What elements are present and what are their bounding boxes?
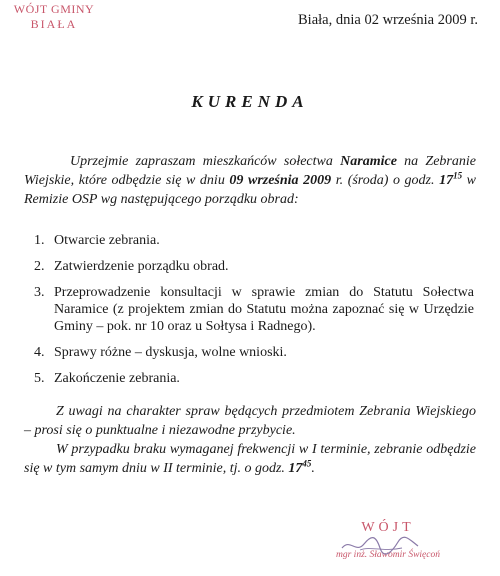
intro-text-4: w Remizie OSP wg następującego porządku obrad:	[24, 173, 476, 207]
second-term-minutes: 45	[302, 458, 312, 469]
intro-text-3: r. (środa) o godz.	[331, 173, 440, 188]
handwritten-signature	[340, 534, 420, 556]
intro-paragraph	[24, 152, 476, 209]
signature-title: WÓJT	[361, 520, 415, 535]
agenda-item-number: 3.	[34, 285, 45, 300]
agenda-item	[34, 344, 474, 361]
agenda-item-text: Otwarcie zebrania.	[54, 233, 160, 248]
intro-text-1: Uprzejmie zapraszam mieszkańców sołectwa	[70, 154, 341, 169]
document-date: Biała, dnia 02 września 2009 r.	[298, 12, 478, 28]
agenda-item	[34, 258, 474, 275]
meeting-date: 09 września 2009	[229, 173, 332, 188]
agenda-item-number: 4.	[34, 345, 45, 360]
agenda-item-text: Przeprowadzenie konsultacji w sprawie zmian do Statutu Sołectwa Naramice (z projektem zmian do Statutu można zapoznać się w Urzędzie Gminy – pok. nr 10 oraz u Sołtysa i Radnego).	[54, 285, 474, 334]
document-title: KURENDA	[191, 92, 309, 111]
agenda-item-text: Zakończenie zebrania.	[54, 371, 180, 386]
office-stamp	[4, 2, 104, 32]
agenda-item	[34, 284, 474, 335]
punctuality-note: Z uwagi na charakter spraw będących przedmiotem Zebrania Wiejskiego – prosi się o punktualne i niezawodne przybycie.	[24, 404, 476, 438]
meeting-hour: $17^{15}$	[439, 170, 463, 188]
quorum-note-text: W przypadku braku wymaganej frekwencji w I terminie, zebranie odbędzie się w tym samym dniu w II terminie, tj. o godz.	[24, 442, 476, 476]
village-name: Naramice	[340, 154, 397, 169]
quorum-note: W przypadku braku wymaganej frekwencji w I terminie, zebranie odbędzie się w tym samym dniu w II terminie, tj. o godz. $17^{45}$.	[24, 442, 476, 476]
agenda-item-number: 1.	[34, 233, 45, 248]
agenda-item-number: 2.	[34, 259, 45, 274]
agenda-item-text: Zatwierdzenie porządku obrad.	[54, 259, 229, 274]
agenda-item	[34, 232, 474, 249]
stamp-line-2: BIAŁA	[30, 17, 78, 31]
agenda-item-number: 5.	[34, 371, 45, 386]
second-term-hour: $17^{45}$	[288, 458, 312, 476]
agenda-list	[34, 232, 474, 396]
stamp-line-1: WÓJT GMINY	[13, 2, 95, 16]
meeting-minutes: 15	[453, 170, 463, 181]
intro-text-2: na Zebranie Wiejskie, które odbędzie się w dniu	[24, 154, 476, 188]
agenda-item	[34, 370, 474, 387]
agenda-item-text: Sprawy różne – dyskusja, wolne wnioski.	[54, 345, 287, 360]
signatory-name: mgr inż. Sławomir Święcoń	[336, 550, 440, 560]
